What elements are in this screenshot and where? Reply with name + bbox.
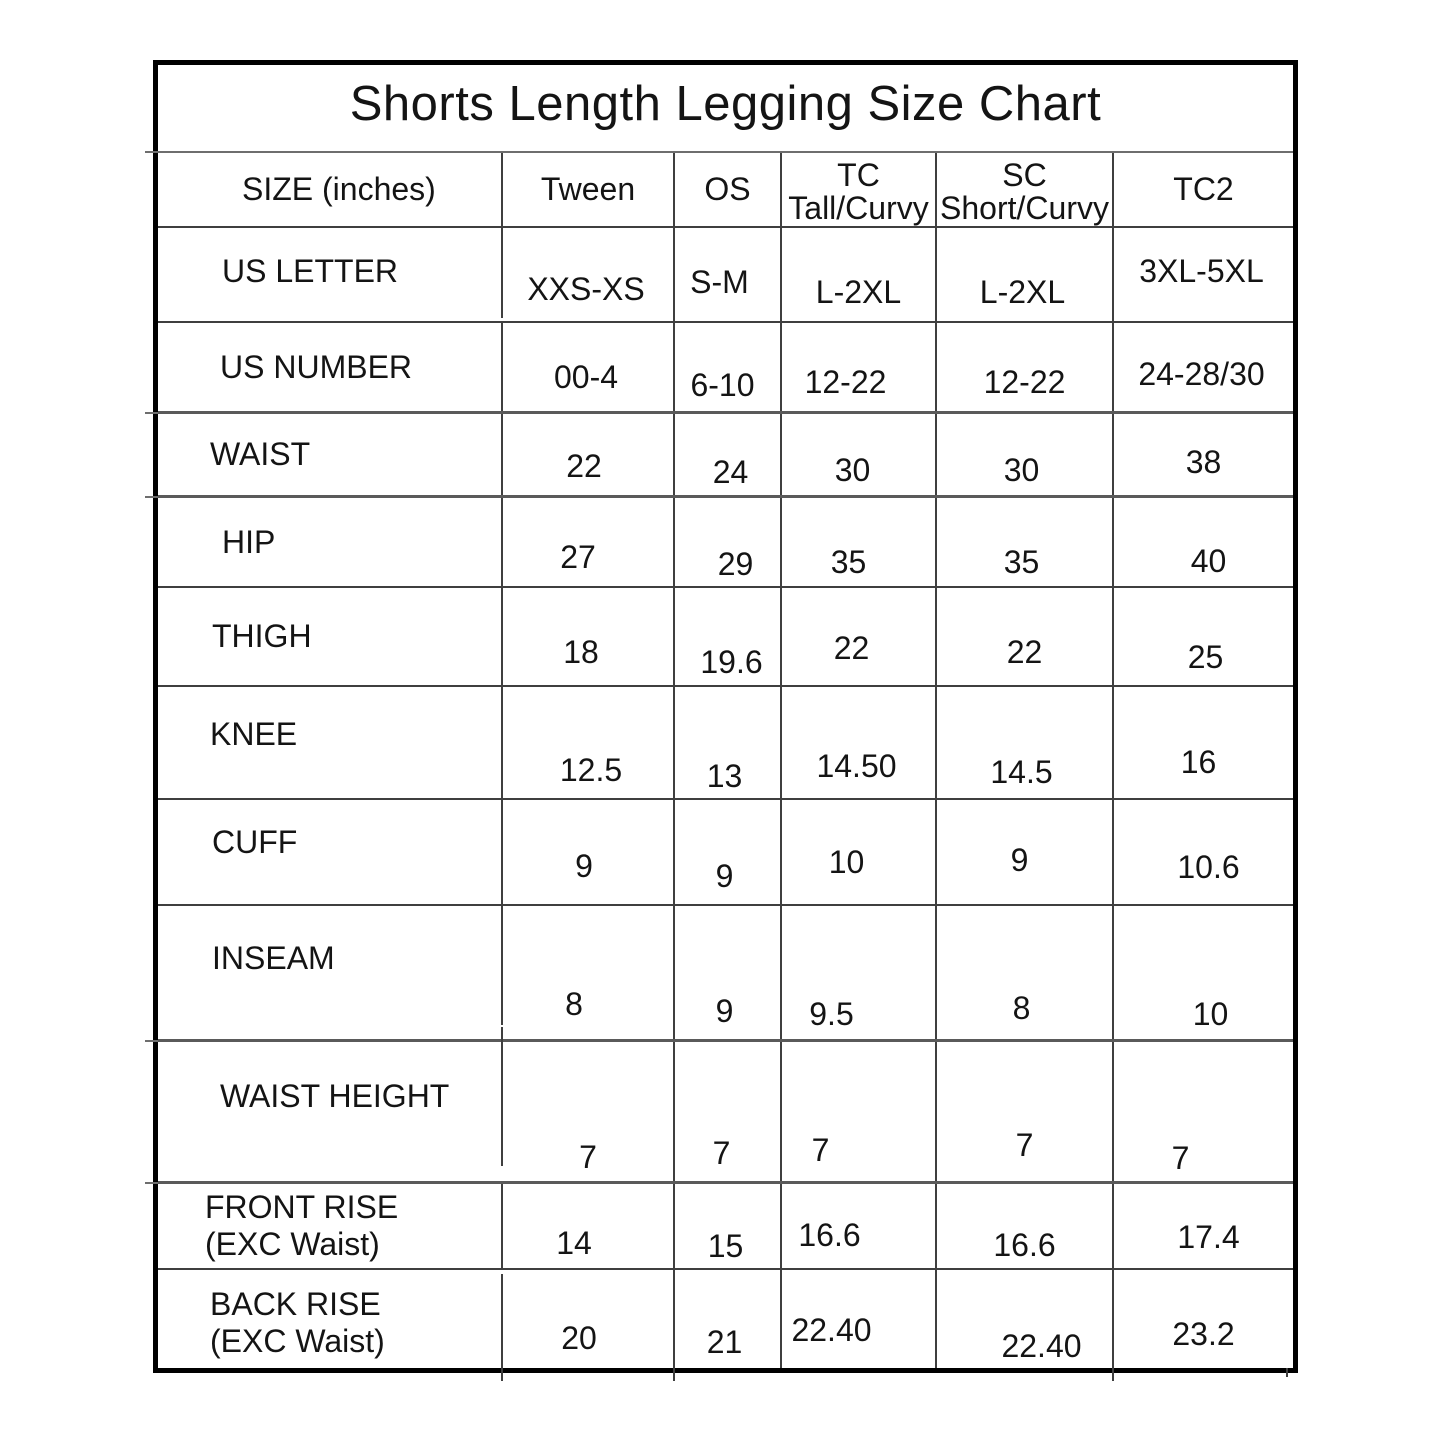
- cell-value: 22.40: [1001, 1328, 1082, 1364]
- cell-value: 7: [579, 1139, 597, 1175]
- row-label-cell: [158, 414, 503, 495]
- cell-value: 22.40: [791, 1312, 872, 1348]
- value-cell: [782, 687, 937, 798]
- cell-value: 30: [834, 452, 871, 488]
- cell-value: 7: [811, 1132, 830, 1168]
- cell-value: 13: [706, 758, 743, 794]
- cell-value: 15: [707, 1228, 744, 1264]
- value-cell: [675, 414, 782, 495]
- value-cell: [782, 228, 937, 321]
- page-title: Shorts Length Legging Size Chart: [349, 77, 1102, 131]
- column-header-text: Tween: [540, 171, 636, 207]
- cell-value: 16.6: [993, 1227, 1056, 1263]
- table-row-knee: [158, 687, 1293, 800]
- cell-value: 19.6: [700, 644, 763, 680]
- row-label: CUFF: [212, 823, 298, 860]
- column-line-stub: [673, 1368, 675, 1381]
- value-cell: [937, 323, 1114, 411]
- value-cell: [503, 1270, 675, 1368]
- value-cell: [1114, 228, 1293, 321]
- value-cell: [675, 906, 782, 1039]
- value-cell: [503, 687, 675, 798]
- row-label: THIGH: [212, 618, 312, 654]
- cell-value: 40: [1190, 543, 1227, 579]
- row-label-cell: [158, 790, 503, 894]
- value-cell: [782, 1042, 937, 1181]
- cell-value: 21: [706, 1324, 743, 1360]
- value-cell: [1114, 906, 1293, 1039]
- cell-value: 6-10: [690, 367, 755, 403]
- cell-value: 16: [1180, 744, 1217, 780]
- value-cell: [675, 323, 782, 411]
- cell-value: 14: [556, 1225, 592, 1261]
- rule-tick: [145, 496, 158, 498]
- row-label: US NUMBER: [220, 348, 413, 385]
- row-label-cell: [158, 323, 503, 411]
- row-label: KNEE: [210, 716, 298, 752]
- row-label-cell: [158, 1274, 503, 1372]
- value-cell: [503, 1042, 675, 1181]
- value-cell: [503, 498, 675, 586]
- rule-tick: [145, 412, 158, 414]
- value-cell: [937, 1270, 1114, 1368]
- cell-value: 35: [1003, 544, 1040, 580]
- value-cell: [782, 414, 937, 495]
- value-cell: [675, 1042, 782, 1181]
- row-label: FRONT RISE: [205, 1189, 399, 1225]
- cell-value: 10: [1192, 996, 1229, 1032]
- cell-value: 14.50: [816, 748, 897, 784]
- cell-value: 00-4: [553, 359, 619, 395]
- column-header-text: OS: [704, 171, 751, 207]
- column-line-stub: [1112, 1368, 1114, 1381]
- value-cell: [782, 498, 937, 586]
- column-header-subtitle: Short/Curvy: [940, 190, 1109, 226]
- table-row-us-number: [158, 323, 1293, 414]
- value-cell: [1114, 1270, 1293, 1368]
- cell-value: L-2XL: [979, 274, 1066, 310]
- cell-value: 22: [1006, 634, 1043, 670]
- cell-value: 16.6: [798, 1217, 861, 1253]
- cell-value: 29: [717, 546, 754, 582]
- cell-value: 24-28/30: [1138, 356, 1265, 392]
- column-header-tc: [782, 153, 937, 226]
- cell-value: 9: [715, 858, 734, 894]
- row-label: WAIST: [210, 436, 311, 472]
- cell-value: 30: [1003, 452, 1040, 488]
- column-header-tween: [503, 153, 675, 226]
- value-cell: [937, 687, 1114, 798]
- value-cell: [1114, 414, 1293, 495]
- column-header-tc2: [1114, 153, 1293, 226]
- value-cell: [937, 1184, 1114, 1268]
- value-cell: [937, 906, 1114, 1039]
- cell-value: 9: [1010, 842, 1029, 878]
- cell-value: 23.2: [1172, 1316, 1235, 1352]
- value-cell: [503, 800, 675, 904]
- table-row-thigh: [158, 588, 1293, 687]
- value-cell: [675, 687, 782, 798]
- value-cell: [675, 1184, 782, 1268]
- value-cell: [675, 228, 782, 321]
- cell-value: 9: [575, 848, 593, 884]
- value-cell: [503, 1184, 675, 1268]
- row-label-cell: [158, 588, 503, 685]
- row-label-cell: [158, 225, 503, 318]
- row-label: WAIST HEIGHT: [220, 1078, 450, 1114]
- cell-value: 20: [561, 1320, 597, 1356]
- row-sublabel: (EXC Waist): [205, 1226, 380, 1262]
- value-cell: [675, 498, 782, 586]
- cell-value: 24: [712, 454, 749, 490]
- column-header-sc: [937, 153, 1114, 226]
- row-label-cell: [158, 892, 503, 1025]
- cell-value: 9: [715, 993, 734, 1029]
- value-cell: [937, 414, 1114, 495]
- cell-value: 18: [563, 634, 599, 670]
- value-cell: [937, 228, 1114, 321]
- value-cell: [675, 1270, 782, 1368]
- cell-value: 17.4: [1177, 1219, 1240, 1255]
- cell-value: 25: [1187, 639, 1224, 675]
- value-cell: [937, 800, 1114, 904]
- header-size-label-cell: [158, 153, 503, 226]
- value-cell: [782, 588, 937, 685]
- row-label-cell: [158, 679, 503, 790]
- value-cell: [1114, 1042, 1293, 1181]
- cell-value: 7: [712, 1135, 731, 1171]
- rule-tick: [145, 1040, 158, 1042]
- cell-value: 27: [560, 539, 596, 575]
- row-label: BACK RISE: [210, 1286, 381, 1322]
- value-cell: [1114, 1184, 1293, 1268]
- header-size-label: SIZE (inches): [242, 171, 436, 207]
- value-cell: [937, 1042, 1114, 1181]
- cell-value: 10.6: [1177, 849, 1240, 885]
- row-label: US LETTER: [222, 253, 399, 289]
- cell-value: 14.5: [990, 754, 1053, 790]
- table-row-inseam: [158, 906, 1293, 1042]
- table-row-waist: [158, 414, 1293, 498]
- row-label-cell: [158, 1184, 503, 1268]
- cell-value: 9.5: [809, 996, 854, 1032]
- column-header-text: SC: [1002, 157, 1047, 193]
- table-row-waist-height: [158, 1042, 1293, 1184]
- value-cell: [1114, 498, 1293, 586]
- cell-value: 12-22: [983, 364, 1066, 400]
- cell-value: 7: [1171, 1140, 1190, 1176]
- column-header-subtitle: Tall/Curvy: [788, 190, 929, 226]
- cell-value: 22: [833, 630, 870, 666]
- cell-value: 22: [566, 448, 602, 484]
- table-title-row: [158, 65, 1293, 153]
- column-line-stub: [1286, 1368, 1288, 1377]
- value-cell: [782, 906, 937, 1039]
- column-header-text: TC: [837, 157, 880, 193]
- cell-value: 10: [828, 844, 865, 880]
- value-cell: [503, 414, 675, 495]
- cell-value: 3XL-5XL: [1139, 253, 1264, 289]
- size-chart-table: [153, 60, 1298, 1373]
- value-cell: [782, 800, 937, 904]
- cell-value: 8: [565, 986, 583, 1022]
- cell-value: 38: [1185, 444, 1222, 480]
- value-cell: [1114, 800, 1293, 904]
- value-cell: [503, 323, 675, 411]
- column-header-os: [675, 153, 782, 226]
- table-row-back-rise: [158, 1270, 1293, 1368]
- row-label-cell: [158, 498, 503, 586]
- value-cell: [503, 906, 675, 1039]
- cell-value: 7: [1015, 1127, 1034, 1163]
- cell-value: 12.5: [559, 752, 623, 788]
- value-cell: [503, 588, 675, 685]
- value-cell: [1114, 323, 1293, 411]
- value-cell: [782, 1184, 937, 1268]
- value-cell: [937, 588, 1114, 685]
- value-cell: [937, 498, 1114, 586]
- value-cell: [1114, 687, 1293, 798]
- row-sublabel: (EXC Waist): [210, 1323, 385, 1359]
- row-label: INSEAM: [212, 940, 335, 976]
- rule-tick: [145, 1182, 158, 1184]
- value-cell: [782, 1270, 937, 1368]
- table-header-row: [158, 153, 1293, 228]
- value-cell: [675, 800, 782, 904]
- table-row-us-letter: [158, 228, 1293, 323]
- cell-value: S-M: [690, 264, 749, 300]
- row-label-cell: [158, 1027, 503, 1166]
- value-cell: [503, 228, 675, 321]
- cell-value: 8: [1012, 990, 1031, 1026]
- value-cell: [782, 323, 937, 411]
- cell-value: 12-22: [804, 364, 887, 400]
- cell-value: L-2XL: [815, 274, 902, 310]
- column-header-text: TC2: [1173, 171, 1234, 207]
- value-cell: [675, 588, 782, 685]
- cell-value: XXS-XS: [527, 271, 645, 307]
- row-label: HIP: [222, 523, 276, 560]
- value-cell: [1114, 588, 1293, 685]
- table-row-cuff: [158, 800, 1293, 906]
- table-row-front-rise: [158, 1184, 1293, 1270]
- rule-tick: [145, 151, 158, 153]
- table-row-hip: [158, 498, 1293, 588]
- cell-value: 35: [830, 544, 867, 580]
